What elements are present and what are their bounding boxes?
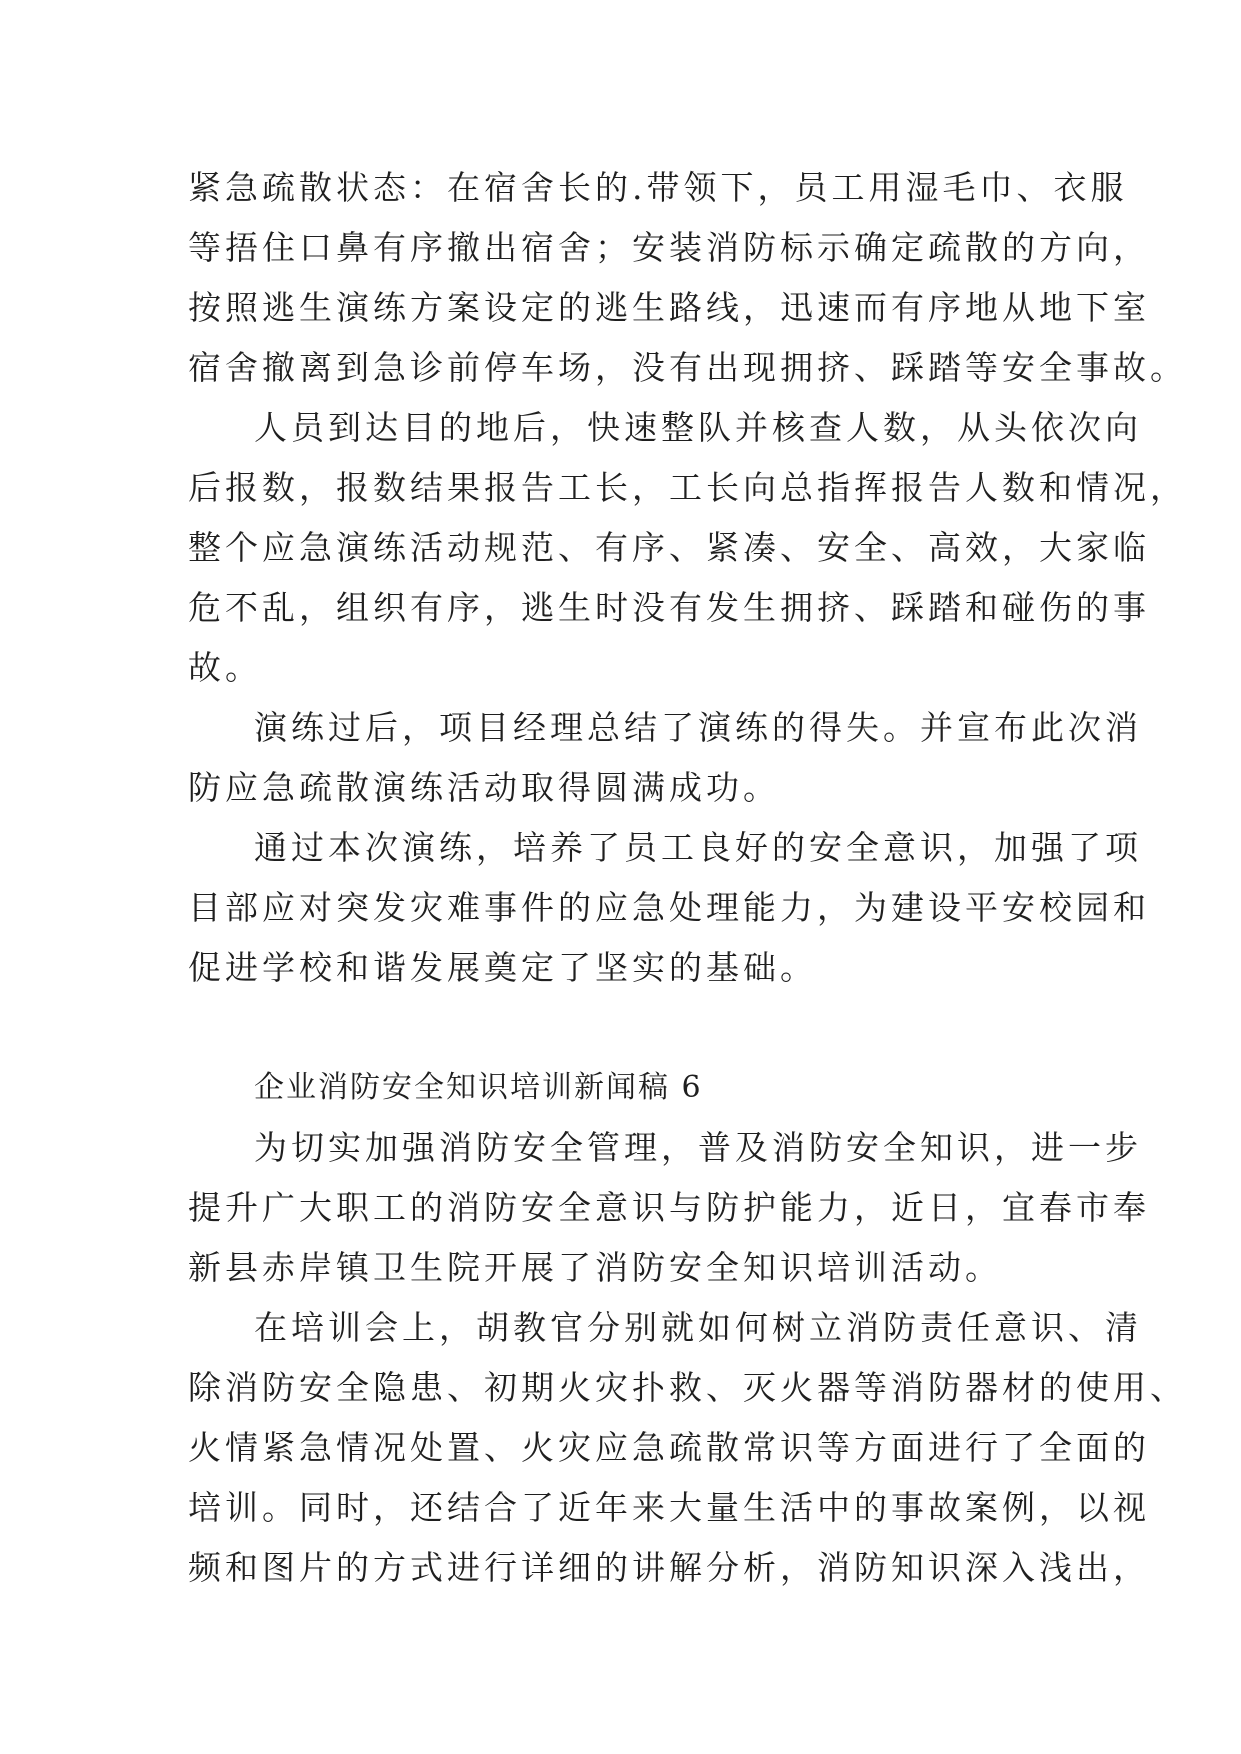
text-line: 新县赤岸镇卫生院开展了消防安全知识培训活动。 <box>188 1248 1002 1287</box>
text-line: 提升广大职工的消防安全意识与防护能力，近日，宜春市奉 <box>188 1188 1150 1227</box>
text-line: 宿舍撤离到急诊前停车场，没有出现拥挤、踩踏等安全事故。 <box>188 348 1187 387</box>
text-line: 紧急疏散状态：在宿舍长的.带领下，员工用湿毛巾、衣服 <box>188 168 1128 207</box>
text-line: 促进学校和谐发展奠定了坚实的基础。 <box>188 948 817 987</box>
text-line: 频和图片的方式进行详细的讲解分析，消防知识深入浅出， <box>188 1548 1150 1587</box>
text-line: 后报数，报数结果报告工长，工长向总指挥报告人数和情况， <box>188 468 1187 507</box>
text-line: 故。 <box>188 648 262 687</box>
text-line: 按照逃生演练方案设定的逃生路线，迅速而有序地从地下室 <box>188 288 1150 327</box>
text-line: 演练过后，项目经理总结了演练的得失。并宣布此次消 <box>254 708 1142 747</box>
text-line: 在培训会上，胡教官分别就如何树立消防责任意识、清 <box>254 1308 1142 1347</box>
text-line: 人员到达目的地后，快速整队并核查人数，从头依次向 <box>254 408 1142 447</box>
text-line: 除消防安全隐患、初期火灾扑救、灭火器等消防器材的使用、 <box>188 1368 1187 1407</box>
text-line: 培训。同时，还结合了近年来大量生活中的事故案例，以视 <box>188 1488 1150 1527</box>
text-line: 通过本次演练，培养了员工良好的安全意识，加强了项 <box>254 828 1142 867</box>
text-line: 等捂住口鼻有序撤出宿舍；安装消防标示确定疏散的方向， <box>188 228 1150 267</box>
text-line: 为切实加强消防安全管理，普及消防安全知识，进一步 <box>254 1128 1142 1167</box>
text-line: 整个应急演练活动规范、有序、紧凑、安全、高效，大家临 <box>188 528 1150 567</box>
text-line: 危不乱，组织有序，逃生时没有发生拥挤、踩踏和碰伤的事 <box>188 588 1150 627</box>
text-line: 防应急疏散演练活动取得圆满成功。 <box>188 768 780 807</box>
section-title: 企业消防安全知识培训新闻稿 6 <box>254 1070 703 1105</box>
text-line: 火情紧急情况处置、火灾应急疏散常识等方面进行了全面的 <box>188 1428 1150 1467</box>
text-line: 目部应对突发灾难事件的应急处理能力，为建设平安校园和 <box>188 888 1150 927</box>
